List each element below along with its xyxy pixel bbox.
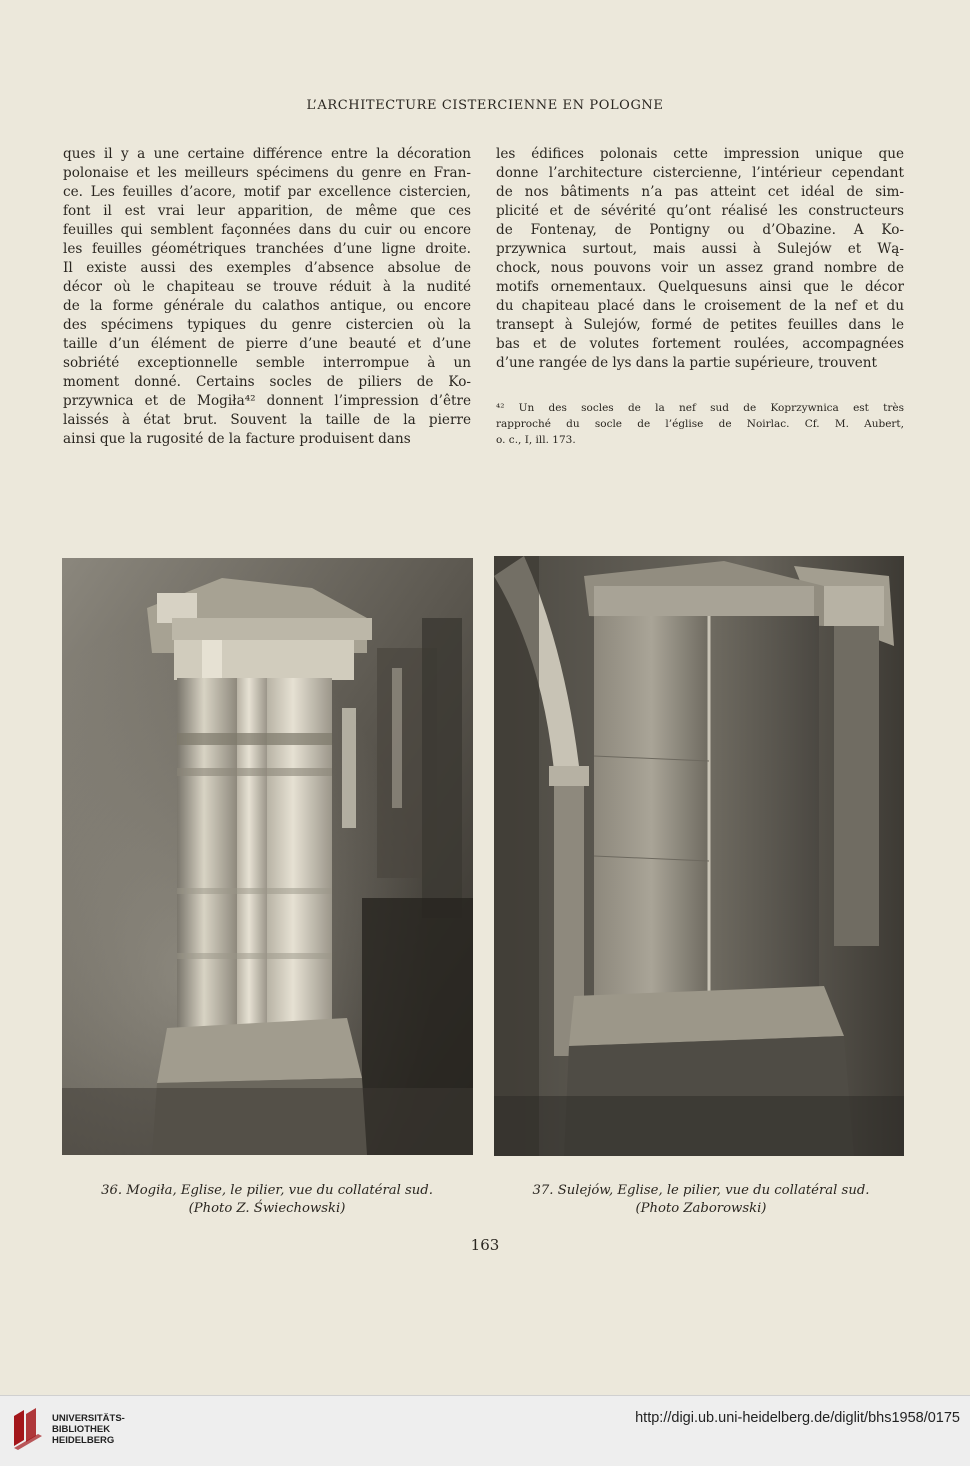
text-line: ce. Les feuilles d’acore, motif par excellence cistercien, (63, 184, 471, 200)
text-line: chock, nous pouvons voir un assez grand nombre de (496, 260, 904, 276)
text-line: font il est vrai leur apparition, de même que ces (63, 203, 471, 219)
text-line: de Fontenay, de Pontigny ou d’Obazine. A Ko- (496, 222, 904, 238)
text-line: de la forme générale du calathos antique, ou encore (63, 298, 471, 314)
text-line: feuilles qui semblent façonnées dans du cuir ou encore (63, 222, 471, 238)
text-line: d’une rangée de lys dans la partie supérieure, trouvent (496, 355, 878, 371)
left-text-column (63, 145, 471, 449)
caption-title: 37. Sulejów, Eglise, le pilier, vue du collatéral sud. (532, 1183, 870, 1198)
figure-36-caption (52, 1182, 482, 1218)
text-line: de nos bâtiments n’a pas atteint cet idéal de sim- (496, 184, 904, 200)
text-line: les feuilles géométriques tranchées d’une ligne droite. (63, 241, 471, 257)
text-line: décor où le chapiteau se trouve réduit à la nudité (63, 279, 471, 295)
text-line: ques il y a une certaine différence entre la décoration (63, 146, 471, 162)
page-number: 163 (470, 1236, 500, 1254)
permalink-url[interactable]: http://digi.ub.uni-heidelberg.de/diglit/bhs1958/0175 (635, 1410, 960, 1426)
right-text-column (496, 145, 904, 373)
library-logo-icon (10, 1406, 46, 1452)
text-line: ainsi que la rugosité de la facture produisent dans (63, 431, 411, 447)
mogila-pillar-illustration (62, 558, 473, 1155)
text-line: plicité et de sévérité qu’ont réalisé les constructeurs (496, 203, 904, 219)
caption-credit: (Photo Z. Świechowski) (188, 1201, 346, 1216)
footnote (496, 400, 904, 448)
text-line: transept à Sulejów, formé de petites feuilles dans le (496, 317, 904, 333)
running-head: L’ARCHITECTURE CISTERCIENNE EN POLOGNE (306, 98, 664, 113)
caption-credit: (Photo Zaborowski) (635, 1201, 767, 1216)
library-footer (0, 1395, 970, 1466)
figure-36-photo (62, 558, 473, 1155)
footnote-line: o. c., I, ill. 173. (496, 434, 576, 446)
text-line: des spécimens typiques du genre cistercien où la (63, 317, 471, 333)
footnote-line: rapproché du socle de l’église de Noirlac. Cf. M. Aubert, (496, 418, 904, 430)
text-line: donne l’architecture cistercienne, l’intérieur cependant (496, 165, 904, 181)
text-line: Il existe aussi des exemples d’absence absolue de (63, 260, 471, 276)
caption-title: 36. Mogiła, Eglise, le pilier, vue du collatéral sud. (101, 1183, 433, 1198)
figure-37-photo (494, 556, 904, 1156)
sulejow-pillar-illustration (494, 556, 904, 1156)
text-line: du chapiteau placé dans le croisement de la nef et du (496, 298, 904, 314)
text-line: laissés à état brut. Souvent la taille de la pierre (63, 412, 471, 428)
text-line: przywnica surtout, mais aussi à Sulejów et Wą- (496, 241, 904, 257)
text-line: bas et de volutes fortement roulées, accompagnées (496, 336, 904, 352)
figure-37-caption (486, 1182, 916, 1218)
library-name: UNIVERSITÄTS- BIBLIOTHEK HEIDELBERG (52, 1413, 125, 1446)
text-line: polonaise et les meilleurs spécimens du genre en Fran- (63, 165, 471, 181)
text-line: sobriété exceptionnelle semble interrompue à un (63, 355, 471, 371)
footnote-line: ⁴² Un des socles de la nef sud de Koprzywnica est très (496, 402, 904, 414)
text-line: les édifices polonais cette impression unique que (496, 146, 904, 162)
text-line: przywnica et de Mogiła⁴² donnent l’impression d’être (63, 393, 471, 409)
text-line: motifs ornementaux. Quelquesuns ainsi que le décor (496, 279, 904, 295)
text-line: moment donné. Certains socles de piliers de Ko- (63, 374, 471, 390)
text-line: taille d’un élément de pierre d’une beauté et d’une (63, 336, 471, 352)
